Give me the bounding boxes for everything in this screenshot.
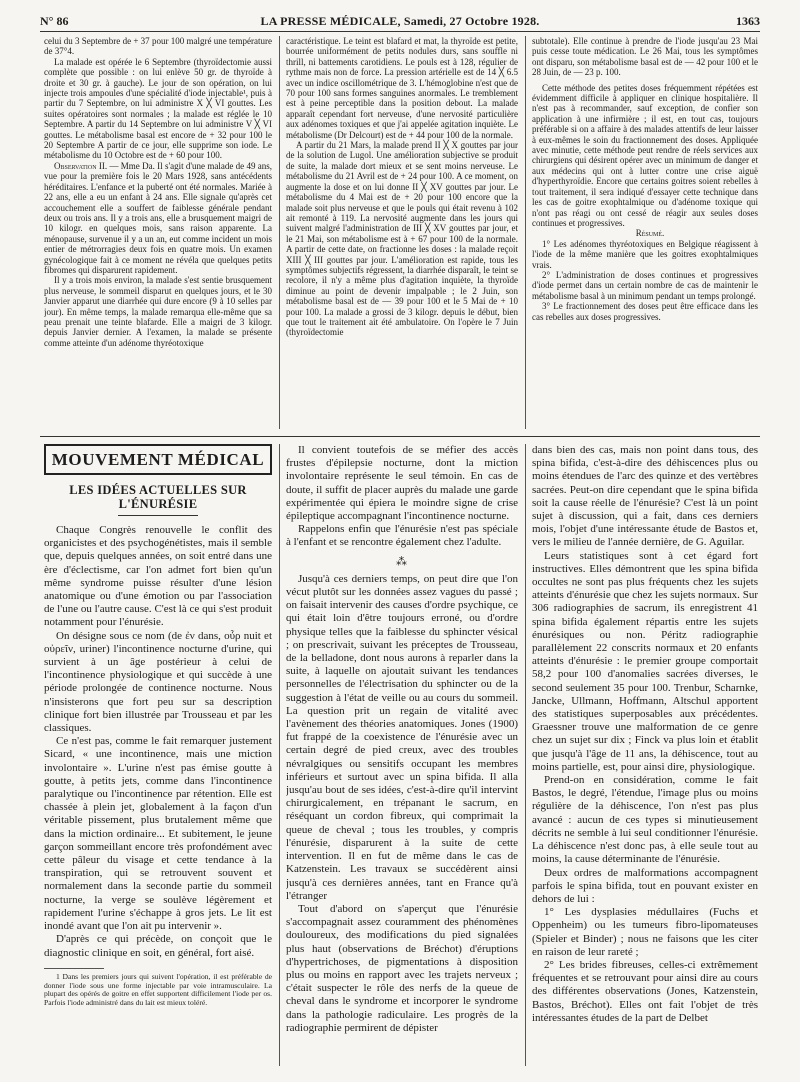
top-column-1 [44, 36, 272, 431]
paragraph: dans bien des cas, mais non point dans tous, des spina bifida, c'est-à-dire des déhiscences plus ou moins étendues de l'arc des quinze et des vertèbres sacrées. Peut-on dire cependant que le spina bifida soit la cause réelle de l'énurésie? C'est là un point sujet à discussion, qui a fait, dans ces derniers mois, l'objet d'une intéressante étude de Bastos et, vers le milieu de l'année dernière, de G. Aguilar. [532, 444, 758, 549]
resume-heading: Résumé. [635, 228, 665, 239]
footnote-text: 1 Dans les premiers jours qui suivent l'opération, il est préférable de donner l'iode sous une forme injectable par voie intramusculaire. La plupart des opérés de goitre en effet supportent difficilement l'iode per os. Parfois l'iode administré dans du lait est mieux toléré. [44, 971, 272, 1008]
paragraph: Jusqu'à ces derniers temps, on peut dire que l'on vécut plutôt sur les données assez vagues du passé ; on faisait intervenir des causes d'ordre psychique, ce qui était loin d'être toujours erroné, ou d'ordre physique telles que la faiblesse du sphincter vésical ; on prescrivait, suivant les préceptes de Trousseau, de la belladone, dont nous aurons à reparler dans la suite, à laquelle on ajoutait suivant les tendances personnelles de l'électrisation du sphincter ou de la suggestion à l'état de veille ou au cours du sommeil. La question prit un regain de vitalité avec l'avènement des théories anatomiques. Jones (1900) fut frappé de la coexistence de l'énurésie avec un certain degré de pied creux, avec des troubles névralgiques ou sensitifs occupant les membres inférieurs et surtout avec un spina bifida. Il alla jusqu'au bout de ses idées, c'est-à-dire qu'il intervint chirurgicalement, en trépanant le sacrum, en réséquant un cordon fibreux, qui comprimait la queue de cheval ; tous les troubles, y compris l'énurésie, disparurent à la suite de cette intervention. Il en fut de même dans le cas de Katzenstein. Les travaux se succédèrent ainsi jusqu'à ces dernières années, tant en France qu'à l'étranger [286, 572, 518, 902]
paragraph: On désigne sous ce nom (de ἐν dans, οὖρ nuit et οὐρεῖν, uriner) l'incontinence nocturne d'urine, qui survient à un âge postérieur à celui de l'incontinence physiologique et qui succède à une période prolongée de continence nocturne. Nous n'insisterons que fort peu sur sa description clinique fort bien illustrée par Trousseau et par les classiques. [44, 629, 272, 735]
paragraph: subtotale). Elle continue à prendre de l'iode jusqu'au 23 Mai puis cesse toute médication. Le 26 Mai, tous les symptômes ont disparu, son métabolisme basal est de — 42 pour 100 et le 28 Juin, de — 23 p. 100. [532, 36, 758, 78]
page-number: 1363 [736, 14, 760, 28]
paragraph: — Mme Da. Il s'agit d'une malade de 49 ans, vue pour la première fois le 20 Mars 1928, sans antécédents héréditaires. L'enfance et la puberté ont été normales. Mariée à 22 ans, elle a eu un enfant à 24 ans. Elle signale qu'après cet accouchement elle a souffert de faiblesse générale pendant deux ou trois ans. Il y a trois ans, elle a brusquement maigri de 10 kilogr. en quelques mois, sans raison apparente. La ménopause, survenue il y a un an, eut comme incident un mois entier de métrorragies deux fois en quatre mois. Un examen gynécologique fait à ce moment ne révéla que quelques petits fibromes qui disparurent rapidement. [44, 160, 272, 275]
paragraph: Ce n'est pas, comme le fait remarquer justement Sicard, « une incontinence, mais une miction involontaire ». L'urine n'est pas émise goutte à goutte, à petits jets, comme dans l'incontinence paralytique ou l'incontinence par rétention. Elle est chassée à plein jet, globalement à la façon d'un véritable pissement, plus brutalement même que dans la miction ordinaire... Et subitement, le jeune garçon sommeillant encore très profondément avec cette pâleur du visage et cette tendance à la transpiration, qui se retrouvent souvent et normalement dans la seconde partie du sommeil nocturne, la verge se soulève légèrement et rapidement l'urine s'échappe à gros jets. Le lit est inondé avant que l'on ait pu intervenir ». [44, 735, 272, 933]
list-item: 1° Les dysplasies médullaires (Fuchs et Oppenheim) ou les tumeurs fibro-lipomateuses (Spieler et Binder) ; nous ne faisons que les citer en raison de leur rareté ; [532, 906, 758, 958]
footnote [44, 973, 272, 1008]
paragraph: La malade est opérée le 6 Septembre (thyroïdectomie aussi complète que possible : on lui enlève 50 gr. de thyroïde à droite et 30 gr. à gauche). Le jour de son opération, on lui injecte trois ampoules d'une spécialité d'iode injectable¹, puis à partir du 7 Septembre, on lui administre X ╳ VI gouttes. Les suites opératoires sont normales ; la malade est réglée le 10 Septembre. A partir du 14 Septembre on lui administre V ╳ VI gouttes. Le métabolisme basal est encore de + 32 pour 100 le 20 Septembre A partir de ce jour, elle supprime son iode. Le métabolisme du 10 Octobre est de + 60 pour 100. [44, 56, 272, 161]
band-rule [40, 436, 760, 437]
asterism: ⁂ [396, 555, 408, 568]
summary-point: 2° L'administration de doses continues et progressives d'iode permet dans un certain nombre de cas de maintenir le métabolisme basal à un minimum pendant un temps prolongé. [532, 269, 758, 301]
column-divider [279, 444, 280, 1066]
paragraph: Tout d'abord on s'aperçut que l'énurésie s'accompagnait assez couramment des phénomènes douloureux, des modifications du pied signalées plus haut (observations de Bréchot) d'éruptions d'hypertrichoses, de pigmentations à disposition plus ou moins en rapport avec les trajets nerveux ; c'était suspecter le rôle des nerfs de la queue de cheval dans le syndrome et incorporer le syndrome dans la pathologie radiculaire. Les progrès de la radiographie permirent de dépister [286, 902, 518, 1034]
journal-title: LA PRESSE MÉDICALE, Samedi, 27 Octobre 1928. [260, 14, 540, 28]
observation-heading: Observation II. [54, 160, 108, 171]
running-header [40, 14, 760, 28]
paragraph: A partir du 21 Mars, la malade prend II ╳ X gouttes par jour de la solution de Lugol. Une amélioration subjective se produit de suite, la malade dort mieux et se sent moins nerveuse. Le métabolisme du 21 Avril est de + 24 pour 100. A ce moment, on augmente la dose et on lui donne II ╳ XV gouttes par jour. Le métabolisme du 4 Mai est de + 20 pour 100 encore que la malade soit plus nerveuse et que le pouls qui était revenu à 102 ait remonté à 119. La nervosité augmente dans les jours qui suivent malgré l'administration de III ╳ XV gouttes par jour, et le 21 Mai, son métabolisme est à + 67 pour 100 de la normale. A partir de cette date, on fractionne les doses : la malade reçoit XIII ╳ III gouttes par jour. L'amélioration est rapide, tous les symptômes subjectifs régressent, la diarrhée disparaît, le teint se recolore, il n'y a même plus d'agitation inquiète, la thyroïde diminue au point de devenir impalpable ; le 2 Juin, son métabolisme basal est de — 39 pour 100 et le 5 Mai de + 10 pour 100. La malade a grossi de 3 kilogr. depuis le début, bien que tout le traitement ait été ambulatoire. On l'opère le 7 Juin (thyroïdectomie [286, 140, 518, 338]
paragraph: Chaque Congrès renouvelle le conflit des organicistes et des psychogénétistes, mais il semble que, depuis quelques années, on soit entré dans une ère d'éclectisme, car l'on admet fort bien qu'un même syndrome puisse résulter d'une lésion anatomique ou d'une émotion ou par l'association de l'une ou l'autre cause. C'est là ce qui s'est produit notamment pour l'énurésie. [44, 524, 272, 629]
summary-point: 3° Le fractionnement des doses peut être efficace dans les cas rebelles aux doses progressives. [532, 301, 758, 322]
title-rule [118, 515, 198, 516]
section-title: MOUVEMENT MÉDICAL [44, 444, 272, 475]
bottom-column-2 [286, 444, 518, 1069]
bottom-column-3 [532, 444, 758, 1069]
paragraph: Rappelons enfin que l'énurésie n'est pas spéciale à l'enfant et se rencontre également chez l'adulte. [286, 523, 518, 549]
summary-point: 1° Les adénomes thyréotoxiques en Belgique réagissent à l'iode de la même manière que les goitres exophtalmiques vrais. [532, 238, 758, 270]
paragraph: Leurs statistiques sont à cet égard fort instructives. Elles démontrent que les spina bifida occultes ne sont pas plus fréquents chez les sujets atteints d'énurésie que chez les sujets normaux. Sur 306 radiographies de sacrum, ils enregistrent 41 spina bifida également répartis entre les sujets énurésiques ou non. Péritz radiographie parallèlement 22 conscrits normaux et 20 enfants atteints d'énurésie : le premier groupe comportait 58,2 pour 100 d'anomalies sacrées diverses, le second seulement 35 pour 100. Trenbur, Scharnke, Jancke, Ullmann, Hoffmann, Altschul apportent des statistiques superposables aux précédentes. Graessner trouve une malformation de ce genre chez un sujet sur dix ; Finck va plus loin et établit que jusqu'à l'âge de 11 ans, la déhiscence, tout au moins partielle, est, pour ainsi dire, physiologique. [532, 549, 758, 773]
column-divider [525, 36, 526, 429]
paragraph: Prend-on en considération, comme le fait Bastos, le degré, l'étendue, l'image plus ou moins régulière de la déhiscence, l'on n'est pas plus avancé : aucun de ces types si minutieusement décrits ne semble à lui seul conditionner l'énurésie. La déhiscence n'est donc pas, à elle seule tout au moins, la cause déterminante de l'énurésie. [532, 774, 758, 866]
bottom-column-1 [44, 444, 272, 1069]
footnote-rule [44, 968, 104, 969]
paragraph: D'après ce qui précède, on conçoit que le diagnostic clinique en soit, en général, fort aisé. [44, 933, 272, 959]
issue-number: N° 86 [40, 14, 69, 28]
paragraph: Cette méthode des petites doses fréquemment répétées est évidemment difficile à appliquer en clinique hospitalière. Il n'est pas à recommander, sauf exception, de confier son application à une infirmière ; il est, en tout cas, toujours préférable si on a affaire à des malades attentifs de leur laisser à eux-mêmes le soin du fractionnement des doses. Appliquée avec minutie, cette méthode peut rendre de réels services aux chirurgiens qui désirent opérer avec un minimum de danger et aux médecins qui ont à lutter contre une crise aiguë d'hyperthyroïdie. Encore que certains goitres soient rebelles à tout traitement, il sera indiqué d'essayer cette technique dans les cas de goitre exophtalmique ou d'adénome toxique qui n'ont pas réagi ou ont cessé de réagir aux seules doses continues et progressives. [532, 82, 758, 228]
top-column-2 [286, 36, 518, 431]
paragraph: Il y a trois mois environ, la malade s'est sentie brusquement plus nerveuse, le sommeil disparut en quelques jours, et le 30 Janvier apparut une diarrhée qui dure encore (9 à 10 selles par jour). En même temps, la malade remarqua elle-même que sa peau prenait une teinte blafarde. Elle a maigri de 3 kilogr. depuis Janvier dernier. A l'examen, la malade se présente comme atteinte d'un adénome thyréotoxique [44, 275, 272, 348]
list-item: 2° Les brides fibreuses, celles-ci extrêmement fréquentes et se retrouvant pour ainsi dire au cours des différentes observations (Jones, Katzenstein, Bastos, Bréchot). Elles ont fait l'objet de très intéressantes études de la part de Delbet [532, 958, 758, 1024]
article-title: LES IDÉES ACTUELLES SUR L'ÉNURÉSIE [69, 483, 247, 511]
column-divider [525, 444, 526, 1066]
header-rule [40, 31, 760, 32]
paragraph: Deux ordres de malformations accompagnent parfois le spina bifida, tout en pouvant exister en dehors de lui : [532, 866, 758, 905]
paragraph: Il convient toutefois de se méfier des accès frustes d'épilepsie nocturne, dont la miction involontaire représente le seul témoin. En cas de doute, il suffit de placer auprès du malade une garde expérimentée qui épiera le moindre signe de crise épileptique accompagnant l'incontinence nocturne. [286, 444, 518, 523]
column-divider [279, 36, 280, 429]
top-column-3 [532, 36, 758, 431]
paragraph: celui du 3 Septembre de + 37 pour 100 malgré une température de 37°4. [44, 36, 272, 57]
paragraph: caractéristique. Le teint est blafard et mat, la thyroïde est petite, bourrée uniformément de petits nodules durs, sans souffle ni thrill, ni battements carotidiens. Le pouls est à 128, régulier de rythme mais non de force. La pression artérielle est de 14 ╳ 6.5 avec un indice oscillométrique de 3. L'hémoglobine n'est que de 70 pour 100 sans formes sanguines anormales. Le tremblement est à peine perceptible dans la position debout. La malade apparaît cependant fort nerveuse, d'une nervosité particulière aux adénomes toxiques et que j'ai appelée agitation inquiète. Le métabolisme (Dr Delcourt) est de + 44 pour 100 de la normale. [286, 36, 518, 140]
